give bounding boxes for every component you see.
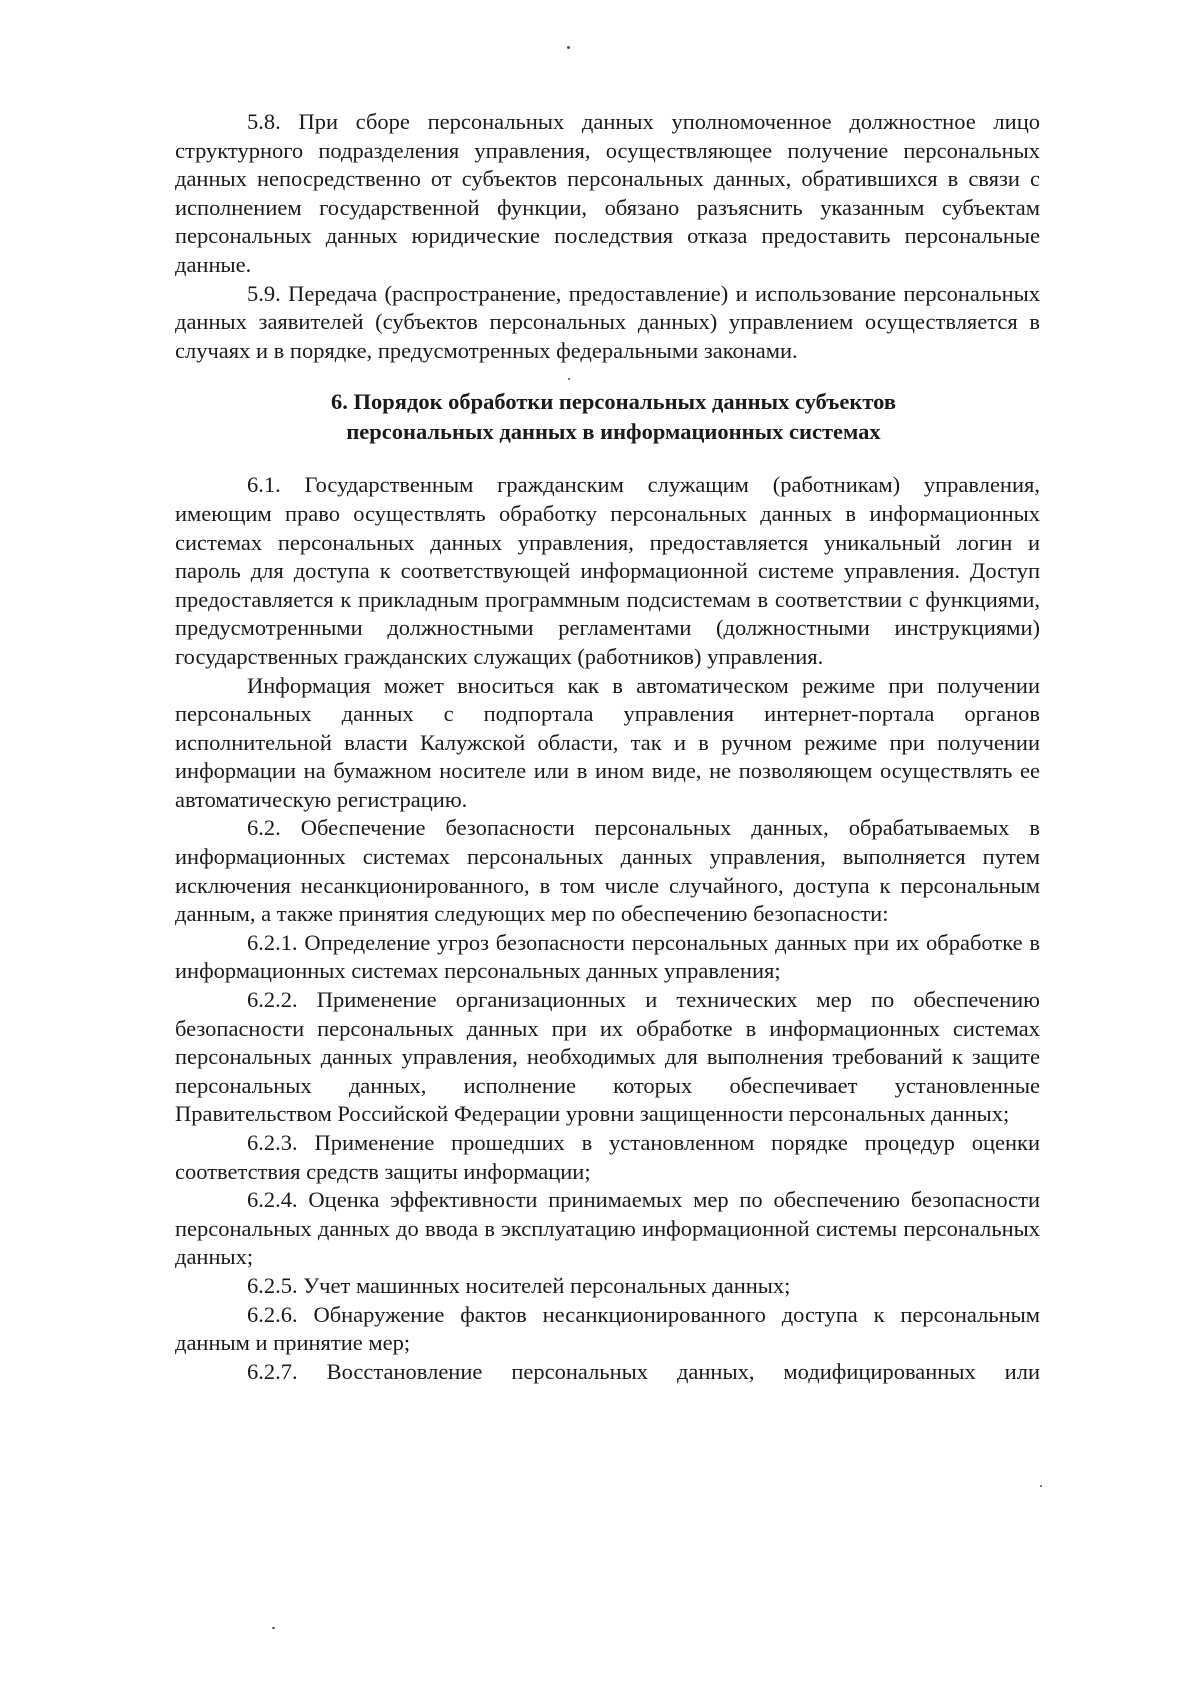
paragraph-6-2-6: 6.2.6. Обнаружение фактов несанкционированного доступа к персональным данным и принятие мер; (175, 1301, 1040, 1356)
paragraph-6-2: 6.2. Обеспечение безопасности персональных данных, обрабатываемых в информационных системах персональных данных управления, выполняется путем исключения несанкционированного, в том числе случайного, доступа к персональным данным, а также принятия следующих мер по обеспечению безопасности: (175, 815, 1040, 927)
paragraph-5-8: 5.8. При сборе персональных данных уполномоченное должностное лицо структурного подразделения управления, осуществляющее получение персональных данных непосредственно от субъектов персональных данных, обратившихся в связи с исполнением государственной функции, обязано разъяснить указанным субъектам персональных данных юридические последствия отказа предоставить персональные данные. (175, 109, 1040, 277)
paragraph-6-2-1: 6.2.1. Определение угроз безопасности персональных данных при их обработке в информационных системах персональных данных управления; (175, 929, 1040, 984)
scan-speck (1040, 1485, 1042, 1487)
paragraph-5-9: 5.9. Передача (распространение, предоставление) и использование персональных данных заявителей (субъектов персональных данных) управлением осуществляется в случаях и в порядке, предусмотренных федеральными законами. (175, 280, 1040, 363)
paragraph-6-2-5: 6.2.5. Учет машинных носителей персональных данных; (247, 1272, 791, 1298)
paragraph-6-2-7: 6.2.7. Восстановление персональных данных, модифицированных или (247, 1358, 1040, 1384)
scan-speck (567, 46, 570, 49)
scan-speck (272, 1627, 275, 1629)
document-page (175, 108, 1040, 1386)
section-heading-line: 6. Порядок обработки персональных данных субъектов (331, 389, 896, 415)
paragraph-6-2-4: 6.2.4. Оценка эффективности принимаемых мер по обеспечению безопасности персональных данных до ввода в эксплуатацию информационной системы персональных данных; (175, 1187, 1040, 1270)
section-6-heading (175, 387, 1040, 447)
paragraph-6-1: 6.1. Государственным гражданским служащим (работникам) управления, имеющим право осуществлять обработку персональных данных в информационных системах персональных данных управления, предоставляется уникальный логин и пароль для доступа к соответствующей информационной системе управления. Доступ предоставляется к прикладным программным подсистемам в соответствии с функциями, предусмотренными должностными регламентами (должностными инструкциями) государственных гражданских служащих (работников) управления. (175, 472, 1040, 669)
paragraph-6-2-2: 6.2.2. Применение организационных и технических мер по обеспечению безопасности персональных данных при их обработке в информационных системах персональных данных управления, необходимых для выполнения требований к защите персональных данных, исполнение которых обеспечивает установленные Правительством Российской Федерации уровни защищенности персональных данных; (175, 987, 1040, 1127)
paragraph-information: Информация может вноситься как в автоматическом режиме при получении персональных данных с подпортала управления интернет-портала органов исполнительной власти Калужской области, так и в ручном режиме при получении информации на бумажном носителе или в ином виде, не позволяющем осуществлять ее автоматическую регистрацию. (175, 672, 1040, 812)
paragraph-6-2-3: 6.2.3. Применение прошедших в установленном порядке процедур оценки соответствия средств защиты информации; (175, 1130, 1040, 1184)
section-heading-line: персональных данных в информационных системах (346, 419, 881, 445)
